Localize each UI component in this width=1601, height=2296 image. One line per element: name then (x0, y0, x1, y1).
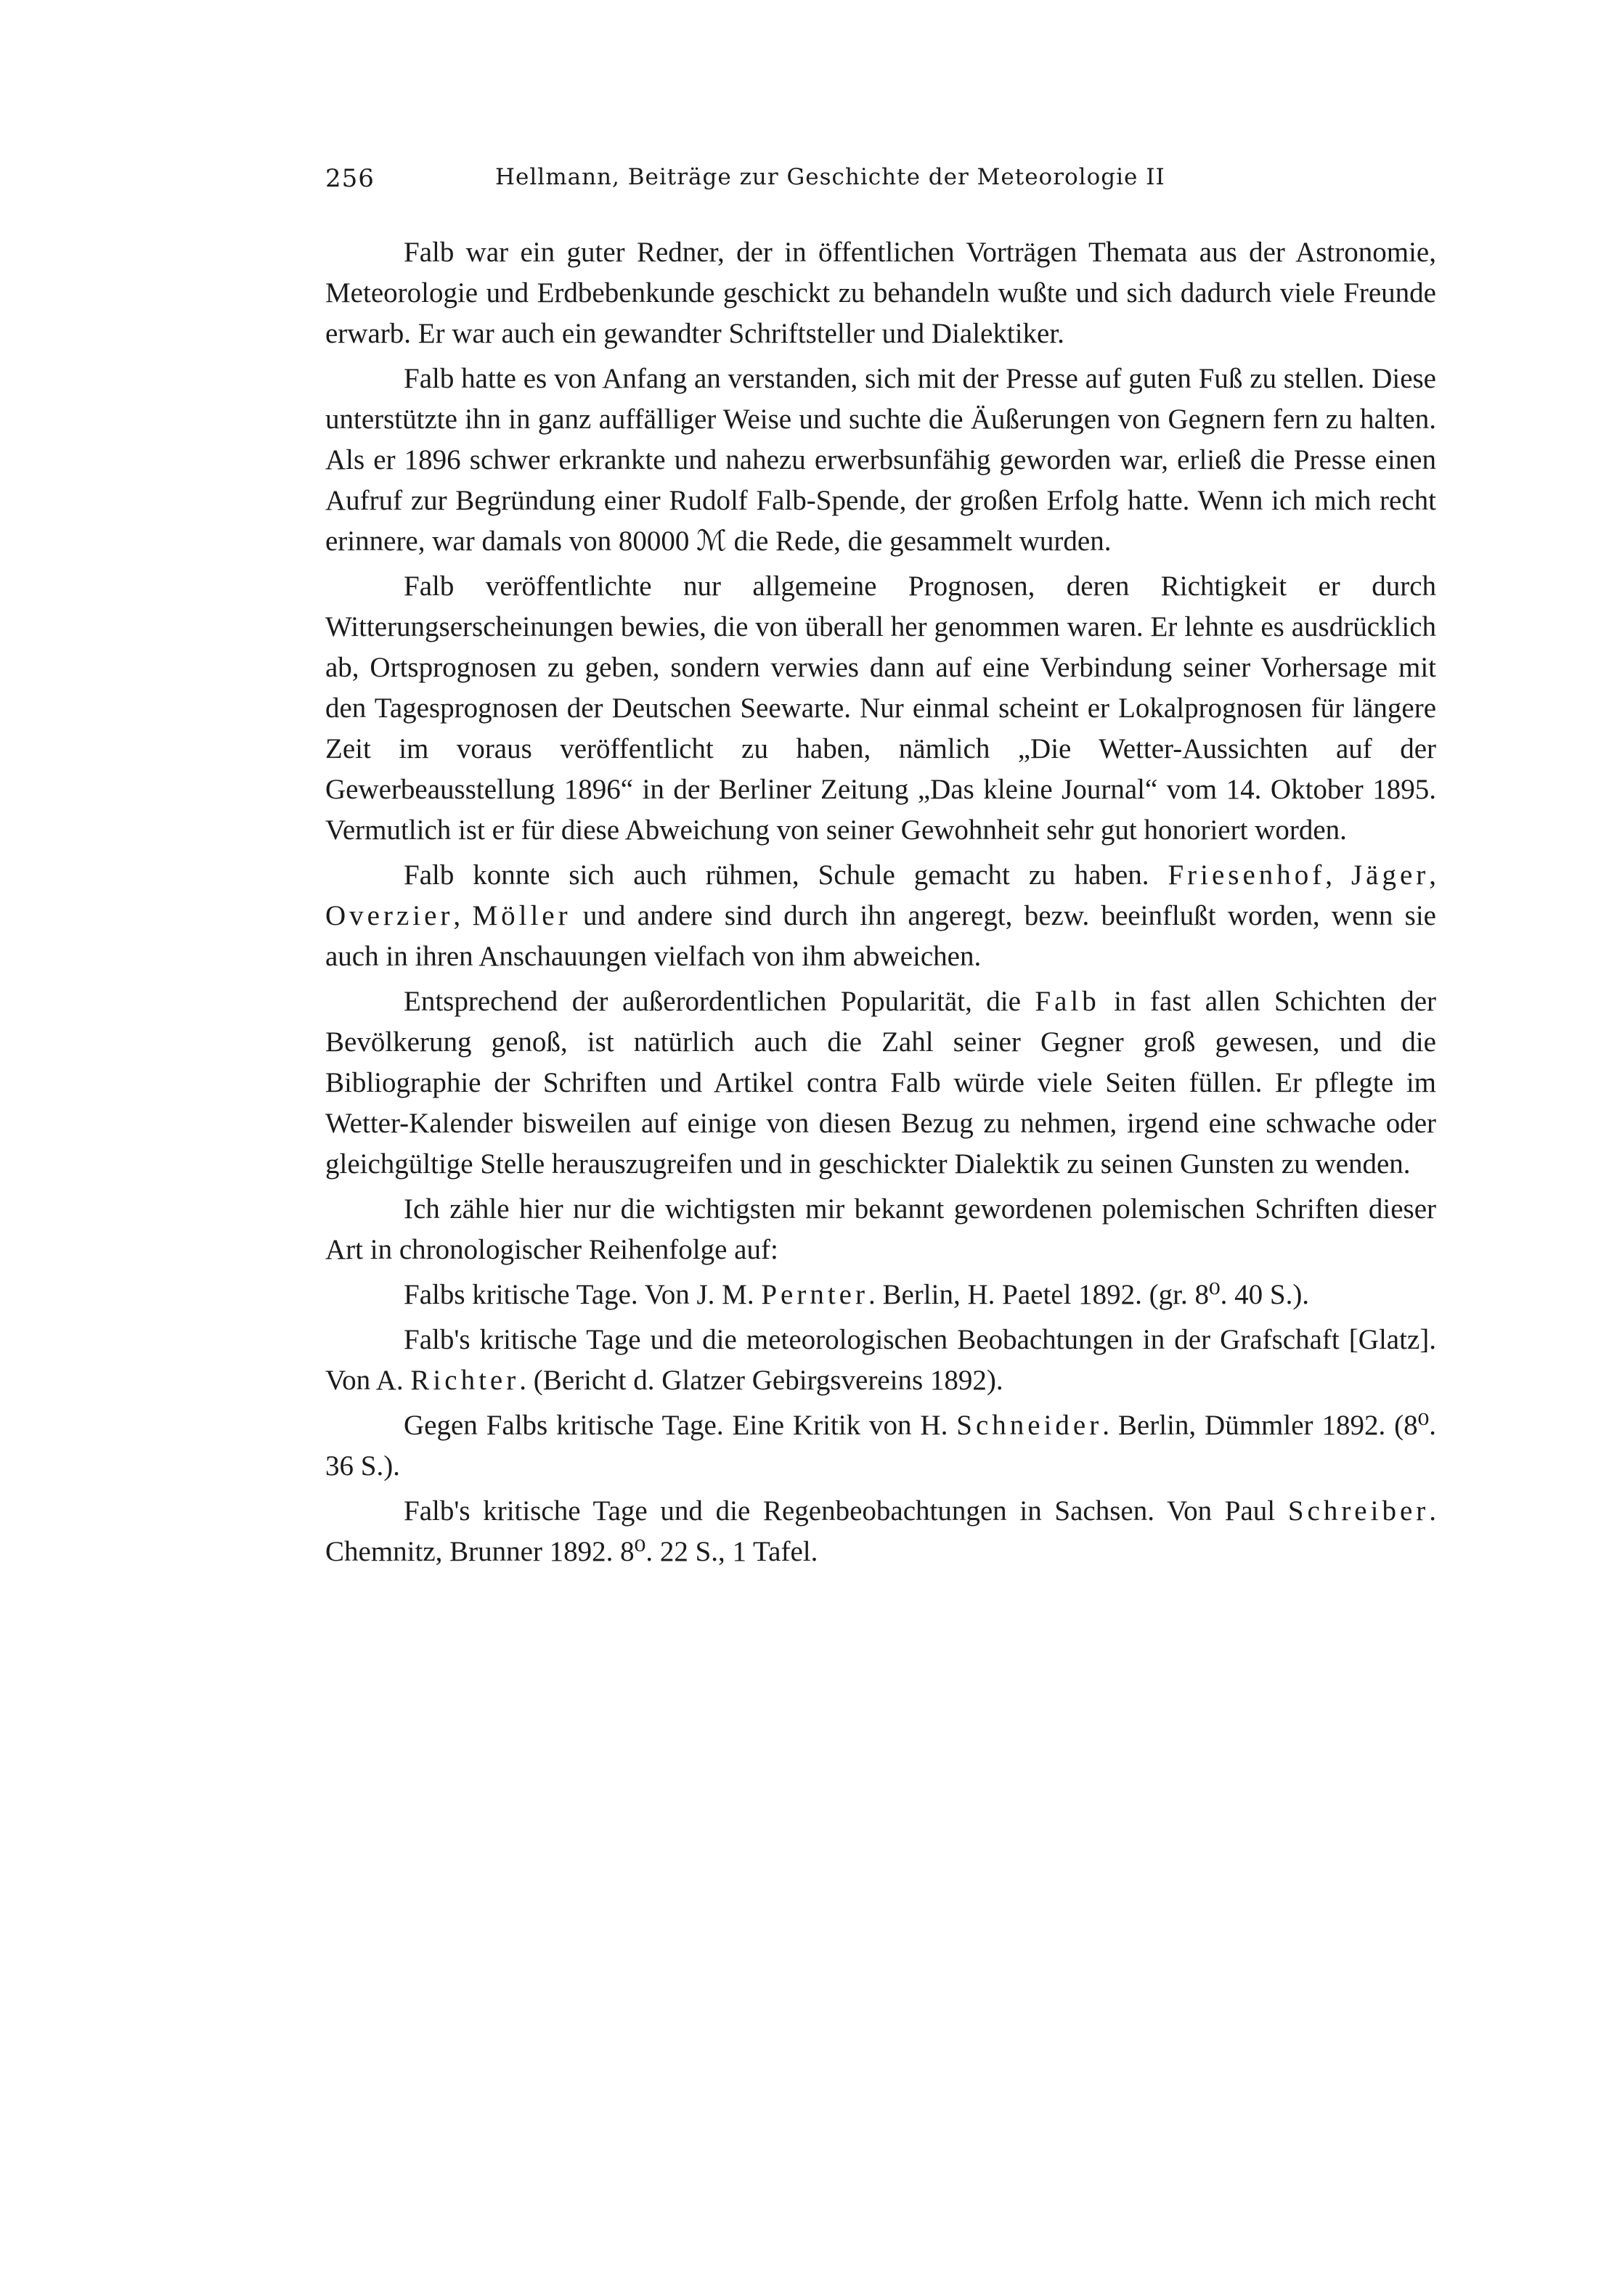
body-text (325, 232, 1436, 1572)
bibliography-entry (325, 1275, 1436, 1315)
spaced-name: Richter (410, 1365, 520, 1396)
text-run: . (Bericht d. Glatzer Gebirgsvereins 1892). (519, 1365, 1003, 1396)
spaced-name: Overzier (325, 900, 454, 931)
text-run: Falbs kritische Tage. Von J. M. (404, 1279, 762, 1310)
spaced-name: Schneider (956, 1410, 1103, 1441)
text-run: Gegen Falbs kritische Tage. Eine Kritik von H. (404, 1410, 957, 1441)
bibliography-entry (325, 1491, 1436, 1572)
text-run: , (453, 900, 473, 931)
text-run: und andere sind durch ihn angeregt, bezw. beeinflußt worden, wenn sie auch in ihren Anschauungen vielfach von ihm abweichen. (325, 900, 1436, 972)
text-run: Falb konnte sich auch rühmen, Schule gemacht zu haben. (404, 859, 1168, 891)
text-run: . Berlin, H. Paetel 1892. (gr. 8⁰. 40 S.). (868, 1279, 1310, 1310)
bibliography-entry (325, 1405, 1436, 1487)
paragraph-falb-school (325, 855, 1436, 977)
text-run: . Chemnitz, Brunner 1892. 8⁰. 22 S., 1 Tafel. (325, 1495, 1436, 1567)
page-header (325, 164, 1436, 208)
text-run: Falb's kritische Tage und die Regenbeobachtungen in Sachsen. Von Paul (404, 1495, 1288, 1527)
spaced-name: Friesenhof (1168, 859, 1326, 891)
bibliography-entry (325, 1320, 1436, 1401)
text-run: Falb's kritische Tage und die meteorologischen Beobachtungen in der Grafschaft [Glatz]. Von A. (325, 1324, 1436, 1396)
paragraph-falb-prognoses: Falb veröffentlichte nur allgemeine Prognosen, deren Richtigkeit er durch Witterungserscheinungen bewies, die von überall her genommen waren. Er lehnte es ausdrücklich ab, Ortsprognosen zu geben, sondern verwies dann auf eine Verbindung seiner Vorhersage mit den Tagesprognosen der Deutschen Seewarte. Nur einmal scheint er Lokalprognosen für längere Zeit im voraus veröffentlicht zu haben, nämlich „Die Wetter-Aussichten auf der Gewerbeausstellung 1896“ in der Berliner Zeitung „Das kleine Journal“ vom 14. Oktober 1895. Vermutlich ist er für diese Abweichung von seiner Gewohnheit sehr gut honoriert worden. (325, 571, 1436, 846)
paragraph-polemic-intro: Ich zähle hier nur die wichtigsten mir bekannt gewordenen polemischen Schriften dieser Art in chronologischer Reihenfolge auf: (325, 1193, 1436, 1265)
spaced-name: Möller (472, 900, 571, 931)
spaced-name: Pernter (761, 1279, 868, 1310)
text-run: , (1325, 859, 1351, 891)
text-run: in fast allen Schichten der Bevölkerung genoß, ist natürlich auch die Zahl seiner Gegner groß gewesen, und die Bibliographie der Schriften und Artikel contra Falb würde viele Seiten füllen. Er pflegte im Wetter-Kalender bisweilen auf einige von diesen Bezug zu nehmen, irgend eine schwache oder gleichgültige Stelle herauszugreifen und in geschickter Dialektik zu seinen Gunsten zu wenden. (325, 986, 1436, 1180)
paragraph-falb-speaker: Falb war ein guter Redner, der in öffentlichen Vorträgen Themata aus der Astronomie, Meteorologie und Erdbebenkunde geschickt zu behandeln wußte und sich dadurch viele Freunde erwarb. Er war auch ein gewandter Schriftsteller und Dialektiker. (325, 237, 1436, 349)
spaced-name: Falb (1035, 986, 1100, 1017)
spaced-name: Schreiber (1287, 1495, 1430, 1527)
paragraph-falb-opponents (325, 981, 1436, 1185)
text-run: Entsprechend der außerordentlichen Popularität, die (404, 986, 1035, 1017)
page-number: 256 (325, 164, 375, 193)
running-title: Hellmann, Beiträge zur Geschichte der Meteorologie II (495, 164, 1165, 190)
text-run: . Berlin, Dümmler 1892. (8⁰. 36 S.). (325, 1410, 1436, 1482)
spaced-name: Jäger (1351, 859, 1430, 891)
paragraph-falb-press: Falb hatte es von Anfang an verstanden, sich mit der Presse auf guten Fuß zu stellen. Diese unterstützte ihn in ganz auffälliger Weise und suchte die Äußerungen von Gegnern fern zu halten. Als er 1896 schwer erkrankte und nahezu erwerbsunfähig geworden war, erließ die Presse einen Aufruf zur Begründung einer Rudolf Falb-Spende, der großen Erfolg hatte. Wenn ich mich recht erinnere, war damals von 80000 ℳ die Rede, die gesammelt wurden. (325, 363, 1436, 557)
text-run: , (1429, 859, 1437, 891)
